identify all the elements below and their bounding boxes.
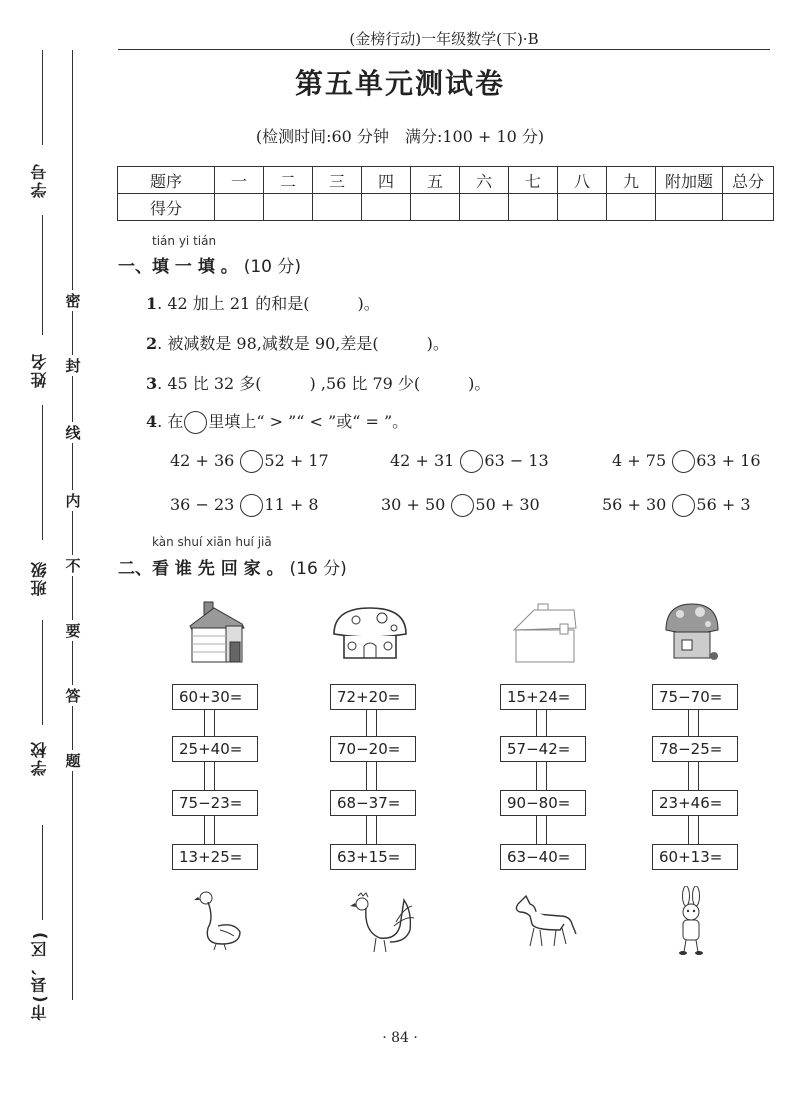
question-text: . 42 加上 21 的和是( )。 [157, 294, 380, 313]
question-number: 3 [146, 374, 158, 393]
house-chimney-icon [186, 600, 248, 666]
seal-char-6: 要 [65, 622, 81, 640]
compare-left: 56 + 30 [602, 495, 667, 514]
rooster-icon [346, 892, 416, 954]
equation-box[interactable]: 23+46= [652, 790, 738, 816]
score-row-label: 得分 [118, 194, 215, 221]
question-text: . 在 [157, 412, 184, 431]
score-cell[interactable] [723, 194, 774, 221]
equation-box[interactable]: 72+20= [330, 684, 416, 710]
ladder-rail [688, 710, 689, 844]
compare-item [381, 494, 540, 517]
section1-points: (10 分) [243, 257, 301, 277]
equation-box[interactable]: 78−25= [652, 736, 738, 762]
page-title: 第五单元测试卷 [294, 67, 505, 100]
score-cell[interactable] [607, 194, 656, 221]
section2-title [118, 554, 347, 579]
table-cell: 三 [313, 167, 362, 194]
section2-points: (16 分) [289, 559, 347, 579]
seal-char-8: 题 [65, 752, 81, 770]
page-subtitle: (检测时间:60 分钟 满分:100 + 10 分) [255, 127, 545, 146]
equation-box[interactable]: 75−70= [652, 684, 738, 710]
ladder-rail [698, 710, 699, 844]
section1-heading: 一、填 一 填 。 [118, 257, 238, 277]
equation-box[interactable]: 15+24= [500, 684, 586, 710]
equation-box[interactable]: 63+15= [330, 844, 416, 870]
compare-right: 56 + 3 [696, 495, 751, 514]
compare-circle[interactable] [460, 450, 483, 473]
equation-box[interactable]: 57−42= [500, 736, 586, 762]
ladder-rail [214, 710, 215, 844]
compare-item [170, 450, 329, 473]
equation-box[interactable]: 25+40= [172, 736, 258, 762]
cabin-house-icon [512, 600, 578, 664]
table-cell: 五 [411, 167, 460, 194]
compare-right: 11 + 8 [264, 495, 319, 514]
score-cell[interactable] [509, 194, 558, 221]
equation-box[interactable]: 63−40= [500, 844, 586, 870]
margin-line-left-2 [42, 215, 43, 335]
table-cell: 附加题 [656, 167, 723, 194]
horse-icon [512, 894, 578, 950]
question-number: 1 [146, 294, 158, 313]
score-cell[interactable] [558, 194, 607, 221]
table-cell: 九 [607, 167, 656, 194]
compare-circle[interactable] [451, 494, 474, 517]
compare-item [170, 494, 319, 517]
score-cell[interactable] [411, 194, 460, 221]
equation-box[interactable]: 90−80= [500, 790, 586, 816]
compare-right: 63 + 16 [696, 451, 761, 470]
score-table [117, 166, 774, 221]
equation-box[interactable]: 75−23= [172, 790, 258, 816]
goose-icon [194, 888, 244, 952]
question-text: . 45 比 32 多( ) ,56 比 79 少( )。 [157, 374, 491, 393]
header-rule [118, 49, 770, 50]
equation-box[interactable]: 60+13= [652, 844, 738, 870]
table-cell: 四 [362, 167, 411, 194]
table-cell: 七 [509, 167, 558, 194]
compare-circle[interactable] [672, 450, 695, 473]
table-cell: 二 [264, 167, 313, 194]
equation-box[interactable]: 60+30= [172, 684, 258, 710]
rabbit-icon [674, 886, 708, 956]
student-id-label: 学号 [30, 162, 49, 198]
seal-char-4: 内 [65, 492, 81, 510]
question-number: 2 [146, 334, 158, 353]
compare-right: 63 − 13 [484, 451, 549, 470]
name-label: 姓名 [30, 352, 49, 388]
question-2 [146, 331, 449, 354]
question-text: . 被减数是 98,减数是 90,差是( )。 [157, 334, 449, 353]
table-cell: 八 [558, 167, 607, 194]
margin-line-left-5 [42, 825, 43, 920]
question-number: 4 [146, 412, 158, 431]
compare-right: 52 + 17 [264, 451, 329, 470]
equation-box[interactable]: 70−20= [330, 736, 416, 762]
seal-line [72, 50, 73, 1000]
table-cell: 总分 [723, 167, 774, 194]
mushroom-house-icon [330, 604, 410, 660]
class-label: 班级 [30, 560, 49, 596]
question-4 [146, 409, 408, 434]
score-cell[interactable] [313, 194, 362, 221]
section2-heading: 二、看 谁 先 回 家 。 [118, 559, 284, 579]
ladder-rail [546, 710, 547, 844]
section1-title [118, 252, 301, 277]
section2-pinyin: kàn shuí xiān huí jiā [152, 535, 272, 549]
compare-circle[interactable] [672, 494, 695, 517]
score-cell[interactable] [215, 194, 264, 221]
mushroom-cottage-icon [662, 600, 722, 662]
seal-char-5: 不 [65, 557, 81, 575]
compare-item [390, 450, 549, 473]
table-cell: 六 [460, 167, 509, 194]
margin-line-left-4 [42, 620, 43, 725]
ladder-rail [204, 710, 205, 844]
section1-pinyin: tián yi tián [152, 234, 217, 248]
compare-left: 30 + 50 [381, 495, 446, 514]
seal-char-2: 封 [65, 357, 81, 375]
ladder-rail [536, 710, 537, 844]
compare-left: 42 + 36 [170, 451, 235, 470]
question-1 [146, 291, 380, 314]
ladder-rail [366, 710, 367, 844]
compare-item [612, 450, 761, 473]
score-cell[interactable] [362, 194, 411, 221]
compare-circle[interactable] [240, 450, 263, 473]
school-label: 学校 [30, 740, 49, 776]
seal-char-1: 密 [65, 292, 81, 310]
table-row [118, 167, 774, 194]
table-cell: 一 [215, 167, 264, 194]
ladder-rail [376, 710, 377, 844]
score-cell[interactable] [264, 194, 313, 221]
table-cell: 题序 [118, 167, 215, 194]
seal-char-3: 线 [65, 424, 81, 442]
circle-icon [184, 411, 207, 434]
compare-left: 42 + 31 [390, 451, 455, 470]
series-header: (金榜行动)一年级数学(下)·B [349, 30, 539, 48]
question-text: 里填上“ > ”“ < ”或“ = ”。 [208, 412, 409, 431]
compare-circle[interactable] [240, 494, 263, 517]
table-row [118, 194, 774, 221]
margin-line-left-3 [42, 405, 43, 540]
question-3 [146, 371, 490, 394]
district-label: 市(县、区) [30, 930, 49, 1021]
compare-right: 50 + 30 [475, 495, 540, 514]
score-cell[interactable] [656, 194, 723, 221]
equation-box[interactable]: 13+25= [172, 844, 258, 870]
compare-left: 36 − 23 [170, 495, 235, 514]
equation-box[interactable]: 68−37= [330, 790, 416, 816]
seal-char-7: 答 [65, 687, 81, 705]
compare-left: 4 + 75 [612, 451, 667, 470]
page-number: · 84 · [382, 1030, 418, 1046]
compare-item [602, 494, 751, 517]
score-cell[interactable] [460, 194, 509, 221]
